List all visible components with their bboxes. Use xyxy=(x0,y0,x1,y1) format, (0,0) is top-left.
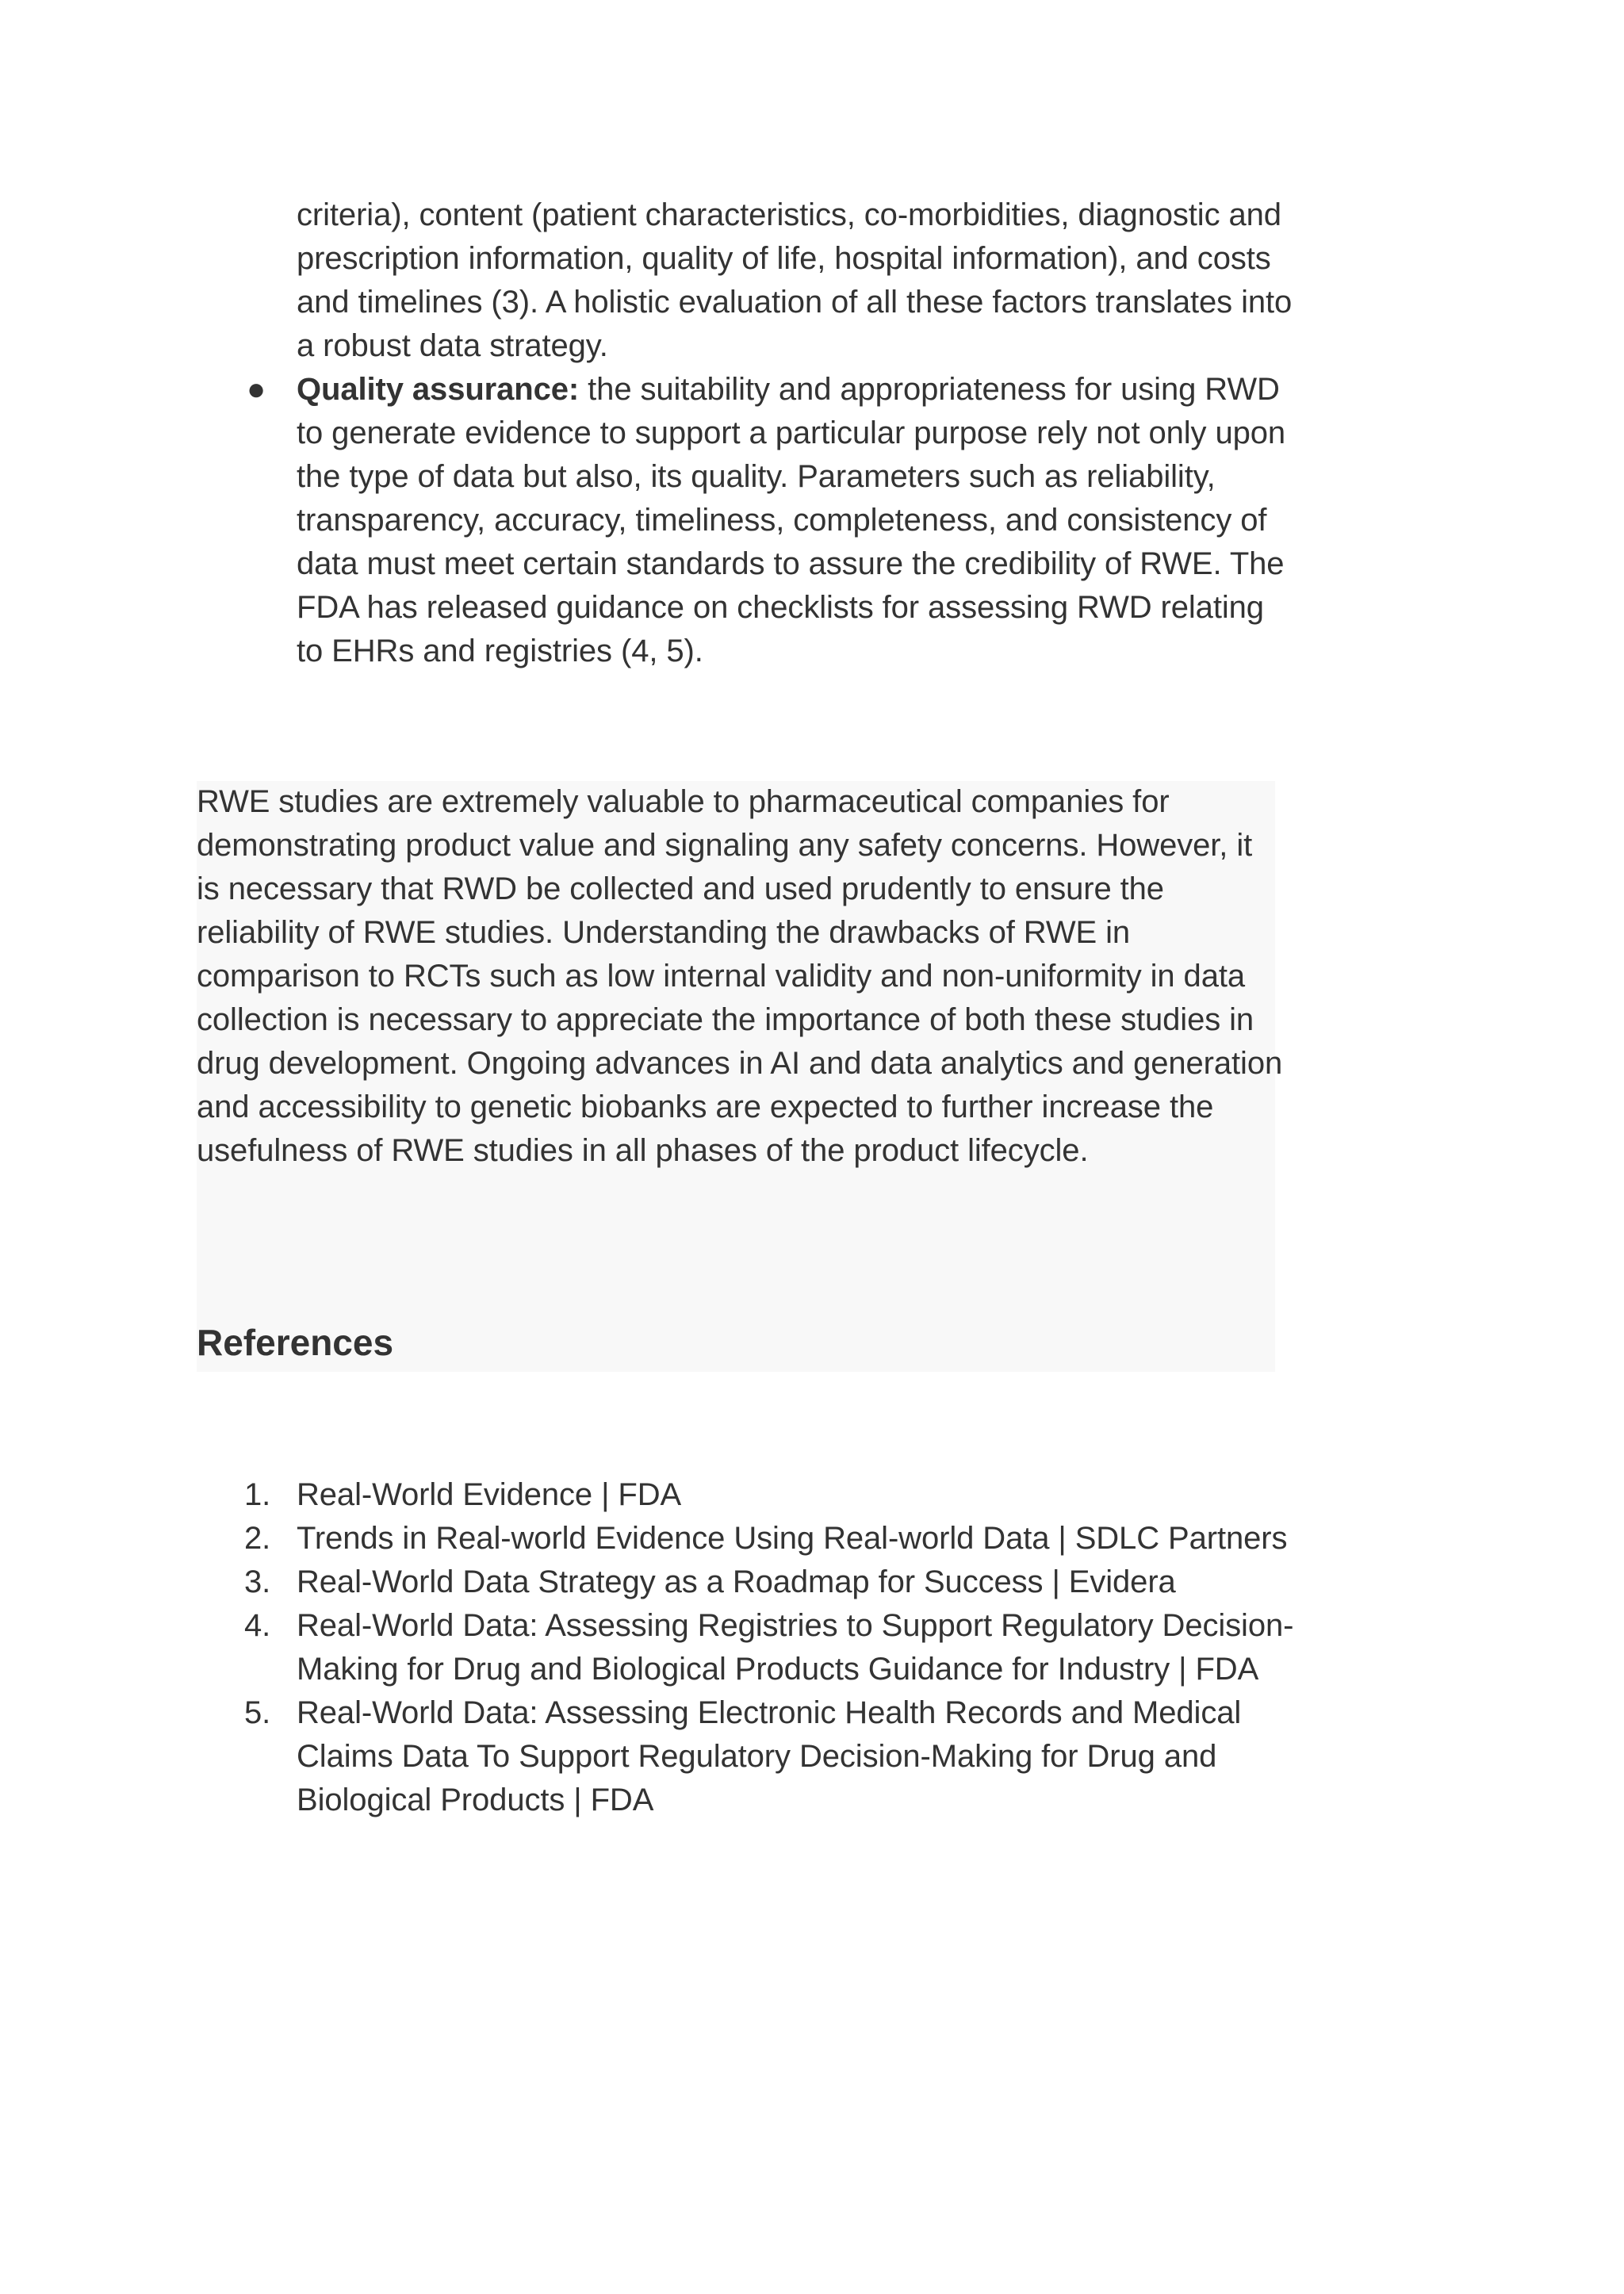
reference-item[interactable] xyxy=(244,1691,1296,1822)
bullet-continuation-text: criteria), content (patient characteristics, co-morbidities, diagnostic and prescription information, quality of life, hospital information), and costs and timelines (3). A holistic evaluation of all these factors translates into a robust data strategy. xyxy=(297,197,1293,363)
reference-link[interactable]: Trends in Real-world Evidence Using Real-world Data | SDLC Partners xyxy=(297,1521,1288,1556)
reference-number: 2. xyxy=(244,1521,271,1556)
references-list xyxy=(244,1473,1296,1822)
reference-link[interactable]: Real-World Data: Assessing Electronic Health Records and Medical Claims Data To Support Regulatory Decision-Making for Drug and Biological Products | FDA xyxy=(297,1695,1242,1817)
reference-link[interactable]: Real-World Data Strategy as a Roadmap for Success | Evidera xyxy=(297,1564,1176,1599)
reference-item[interactable] xyxy=(244,1473,1296,1517)
conclusion-paragraph: RWE studies are extremely valuable to pharmaceutical companies for demonstrating product value and signaling any safety concerns. However, it is necessary that RWD be collected and used prudently to ensure the reliability of RWE studies. Understanding the drawbacks of RWE in comparison to RCTs such as low internal validity and non-uniformity in data collection is necessary to appreciate the importance of both these studies in drug development. Ongoing advances in AI and data analytics and generation and accessibility to genetic biobanks are expected to further increase the usefulness of RWE studies in all phases of the product lifecycle. xyxy=(197,784,1283,1168)
bullet-item-quality-assurance xyxy=(246,368,1296,673)
references-heading: References xyxy=(197,1322,394,1363)
reference-link[interactable]: Real-World Evidence | FDA xyxy=(297,1477,682,1512)
reference-number: 1. xyxy=(244,1477,271,1512)
bullet-marker: ● xyxy=(246,372,266,407)
reference-number: 4. xyxy=(244,1608,271,1643)
reference-item[interactable] xyxy=(244,1561,1296,1604)
reference-link[interactable]: Real-World Data: Assessing Registries to Support Regulatory Decision-Making for Drug and Biological Products Guidance for Industry | FDA xyxy=(297,1608,1294,1687)
bullet-term: Quality assurance: xyxy=(297,372,580,407)
reference-item[interactable] xyxy=(244,1604,1296,1691)
reference-number: 3. xyxy=(244,1564,271,1599)
bullet-list xyxy=(246,193,1296,673)
bullet-text: the suitability and appropriateness for using RWD to generate evidence to support a particular purpose rely not only upon the type of data but also, its quality. Parameters such as reliability, transparency, accuracy, timeliness, completeness, and consistency of data must meet certain standards to assure the credibility of RWE. The FDA has released guidance on checklists for assessing RWD relating to EHRs and registries (4, 5). xyxy=(297,372,1286,668)
reference-number: 5. xyxy=(244,1695,271,1730)
reference-item[interactable] xyxy=(244,1517,1296,1561)
